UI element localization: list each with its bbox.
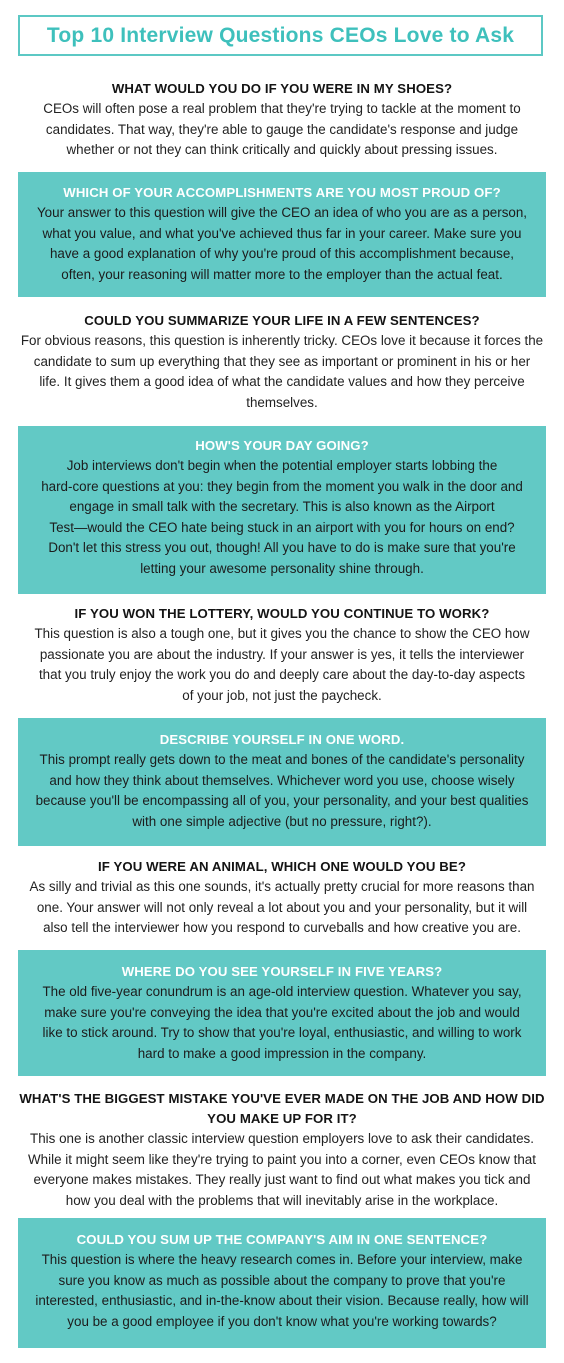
question-heading: COULD YOU SUM UP THE COMPANY'S AIM IN ONE SENTENCE?: [76, 1232, 488, 1247]
answer-line: This question is also a tough one, but it gives you the chance to show the CEO how: [34, 626, 530, 641]
answer-line: Your answer to this question will give the CEO an idea of who you are as a person,: [36, 205, 528, 220]
answer-line: you be a good employee if you don't know what you're working towards?: [67, 1313, 497, 1329]
question-heading: IF YOU WERE AN ANIMAL, WHICH ONE WOULD YOU BE?: [98, 859, 466, 874]
answer-line: candidate to sum up everything that they see as important or prominent in his or her: [33, 353, 531, 369]
question-heading: WHICH OF YOUR ACCOMPLISHMENTS ARE YOU MOST PROUD OF?: [63, 185, 501, 200]
answer-line: one. Your answer will not only reveal a lot about you and your personality, but it will: [36, 899, 528, 915]
answer-line: make sure you're conveying the idea that you're excited about the job and would: [44, 1004, 520, 1020]
question-block-8: [18, 950, 546, 1076]
answer-line: how you deal with the problems that will inevitably arise in the workplace.: [65, 1192, 499, 1208]
answer-line: While it might seem like they're trying to paint you into a corner, even CEOs know that: [28, 1151, 536, 1167]
answer-line: because you'll be encompassing all of you, your personality, and your best qualities: [35, 793, 529, 808]
question-heading: IF YOU WON THE LOTTERY, WOULD YOU CONTINUE TO WORK?: [74, 606, 490, 621]
question-heading: WHAT WOULD YOU DO IF YOU WERE IN MY SHOES?: [111, 81, 453, 96]
question-heading: DESCRIBE YOURSELF IN ONE WORD.: [159, 732, 405, 747]
answer-line: This prompt really gets down to the meat and bones of the candidate's personality: [39, 752, 525, 767]
answer-line: Don't let this stress you out, though! All you have to do is make sure that you're: [48, 540, 516, 555]
answer-line: hard-core questions at you: they begin from the moment you walk in the door and: [41, 478, 523, 494]
question-block-2: [18, 172, 546, 297]
question-block-6: [18, 718, 546, 846]
answer-line: also tell the interviewer how you respond to curveballs and how creative you are.: [43, 920, 521, 935]
answer-line: themselves.: [246, 394, 318, 410]
answer-line: that you truly enjoy the work you do and deeply care about the day-to-day aspects: [38, 667, 526, 682]
question-heading: COULD YOU SUMMARIZE YOUR LIFE IN A FEW SENTENCES?: [84, 313, 480, 328]
question-block-3: [18, 310, 546, 413]
answer-line: Job interviews don't begin when the potential employer starts lobbing the: [66, 458, 498, 473]
answer-line: The old five-year conundrum is an age-old interview question. Whatever you say,: [42, 984, 522, 999]
answer-line: everyone makes mistakes. They really just want to find out what makes you tick and: [33, 1172, 531, 1187]
answer-line: hard to make a good impression in the company.: [137, 1045, 427, 1061]
question-block-5: [18, 603, 546, 706]
title-banner: [18, 15, 543, 56]
answer-line: This question is where the heavy research comes in. Before your interview, make: [41, 1252, 523, 1267]
page-title: Top 10 Interview Questions CEOs Love to Ask: [46, 23, 515, 47]
answer-line: For obvious reasons, this question is inherently tricky. CEOs love it because it forces the: [20, 333, 544, 348]
answer-line: engage in small talk with the secretary. This is also known as the Airport: [69, 499, 495, 514]
answer-line: interested, enthusiastic, and in-the-know about their vision. Because really, how will: [35, 1293, 529, 1308]
answer-line: As silly and trivial as this one sounds, it's actually pretty crucial for more reasons than: [29, 879, 535, 894]
answer-line: have a good explanation of why you're proud of this accomplishment because,: [49, 246, 515, 261]
question-heading: WHAT'S THE BIGGEST MISTAKE YOU'VE EVER MADE ON THE JOB AND HOW DID: [19, 1091, 545, 1106]
answer-line: like to stick around. Try to show that you're loyal, enthusiastic, and willing to work: [42, 1025, 522, 1040]
question-heading: YOU MAKE UP FOR IT?: [207, 1111, 357, 1126]
answer-line: often, your reasoning will matter more to the employer than the actual feat.: [61, 266, 503, 282]
answer-line: CEOs will often pose a real problem that they're trying to tackle at the moment to: [43, 101, 521, 116]
question-heading: HOW'S YOUR DAY GOING?: [195, 438, 369, 453]
answer-line: Test—would the CEO hate being stuck in an airport with you for hours on end?: [49, 519, 515, 535]
answer-line: life. It gives them a good idea of what the candidate values and how they perceive: [39, 374, 525, 389]
answer-line: and how they think about themselves. Whichever word you use, choose wisely: [49, 772, 515, 788]
question-block-4: [18, 426, 546, 594]
question-block-10: [18, 1218, 546, 1348]
question-block-9: [18, 1088, 546, 1211]
answer-line: sure you know as much as possible about the company to prove that you're: [58, 1272, 506, 1288]
answer-line: letting your awesome personality shine through.: [140, 560, 424, 576]
question-heading: WHERE DO YOU SEE YOURSELF IN FIVE YEARS?: [121, 964, 443, 979]
answer-line: of your job, not just the paycheck.: [182, 687, 382, 703]
answer-line: whether or not they can think critically and quickly about pressing issues.: [66, 142, 498, 157]
answer-line: what you value, and what you've achieved thus far in your career. Make sure you: [42, 225, 522, 241]
answer-line: candidates. That way, they're able to gauge the candidate's response and judge: [45, 121, 519, 137]
answer-line: with one simple adjective (but no pressure, right?).: [132, 813, 432, 829]
question-block-7: [18, 856, 546, 939]
answer-line: passionate you are about the industry. If your answer is yes, it tells the interviewer: [39, 646, 525, 662]
question-block-1: [18, 78, 546, 161]
answer-line: This one is another classic interview question employers love to ask their candidates.: [30, 1131, 534, 1146]
